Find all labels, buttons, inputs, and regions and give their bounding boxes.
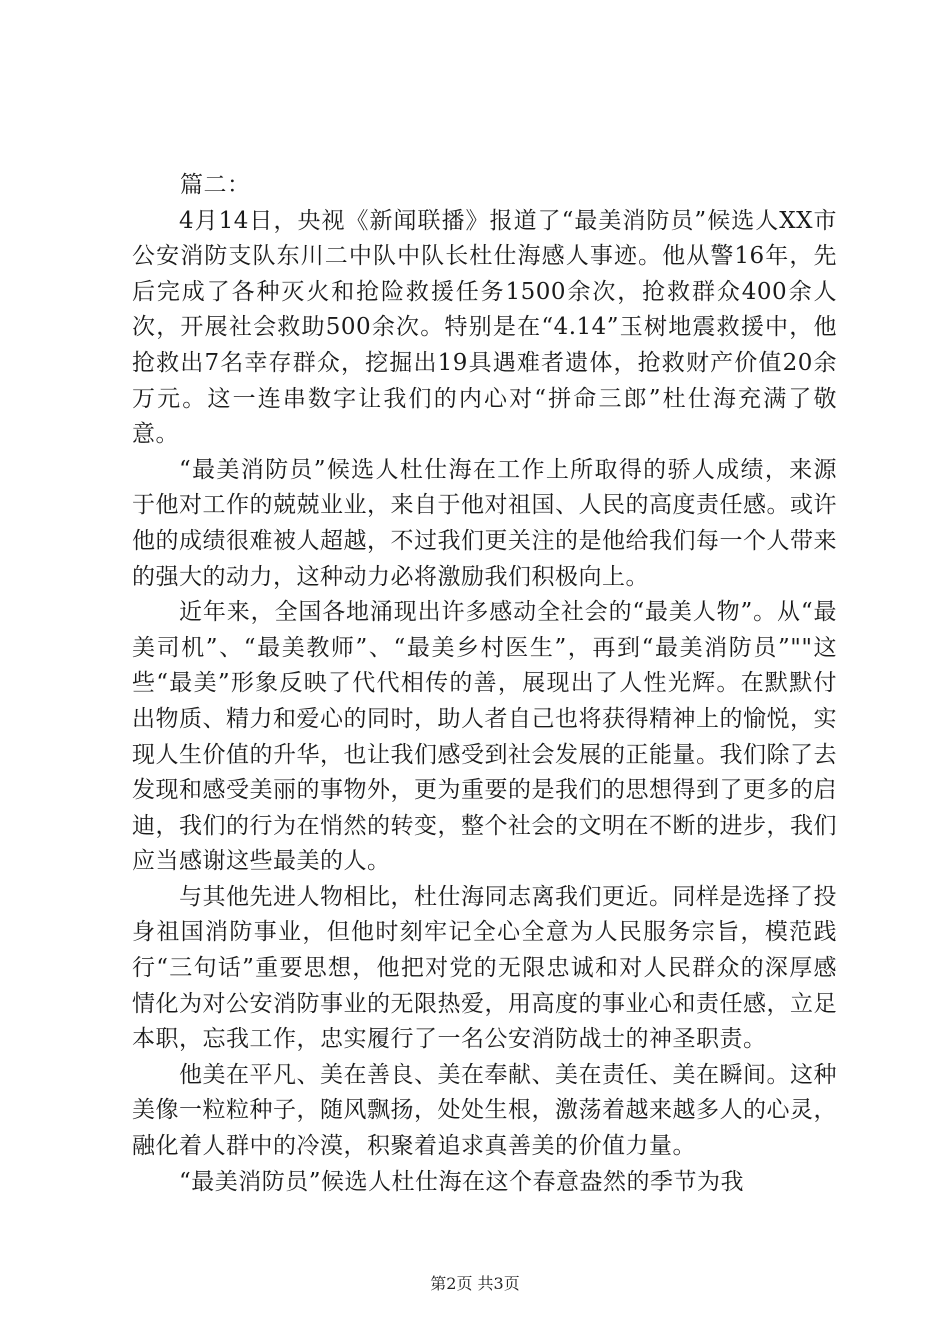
section-heading: 篇二： (180, 172, 251, 198)
document-body (132, 204, 837, 1201)
paragraph: 4月14日，央视《新闻联播》报道了“最美消防员”候选人XX市公安消防支队东川二中队中队长杜仕海感人事迹。他从警16年，先后完成了各种灭火和抢险救援任务1500余次，抢救群众400余人次，开展社会救助500余次。特别是在“4.14”玉树地震救援中，他抢救出7名幸存群众，挖掘出19具遇难者遗体，抢救财产价值20余万元。这一连串数字让我们的内心对“拼命三郎”杜仕海充满了敬意。 (132, 207, 837, 448)
page-footer: 第2页 共3页 (430, 1274, 520, 1293)
paragraph: “最美消防员”候选人杜仕海在工作上所取得的骄人成绩，来源于他对工作的兢兢业业，来自于他对祖国、人民的高度责任感。或许他的成绩很难被人超越，不过我们更关注的是他给我们每一个人带来的强大的动力，这种动力必将激励我们积极向上。 (132, 456, 837, 590)
paragraph: 与其他先进人物相比，杜仕海同志离我们更近。同样是选择了投身祖国消防事业，但他时刻牢记全心全意为人民服务宗旨，模范践行“三句话”重要思想，他把对党的无限忠诚和对人民群众的深厚感情化为对公安消防事业的无限热爱，用高度的事业心和责任感，立足本职，忘我工作，忠实履行了一名公安消防战士的神圣职责。 (132, 883, 837, 1053)
paragraph: 近年来，全国各地涌现出许多感动全社会的“最美人物”。从“最美司机”、“最美教师”、“最美乡村医生”，再到“最美消防员”""这些“最美”形象反映了代代相传的善，展现出了人性光辉。在默默付出物质、精力和爱心的同时，助人者自己也将获得精神上的愉悦，实现人生价值的升华，也让我们感受到社会发展的正能量。我们除了去发现和感受美丽的事物外，更为重要的是我们的思想得到了更多的启迪，我们的行为在悄然的转变，整个社会的文明在不断的进步，我们应当感谢这些最美的人。 (132, 599, 837, 875)
paragraph: “最美消防员”候选人杜仕海在这个春意盎然的季节为我 (179, 1168, 745, 1195)
paragraph: 他美在平凡、美在善良、美在奉献、美在责任、美在瞬间。这种美像一粒粒种子，随风飘扬，处处生根，激荡着越来越多人的心灵，融化着人群中的冷漠，积聚着追求真善美的价值力量。 (132, 1061, 837, 1160)
